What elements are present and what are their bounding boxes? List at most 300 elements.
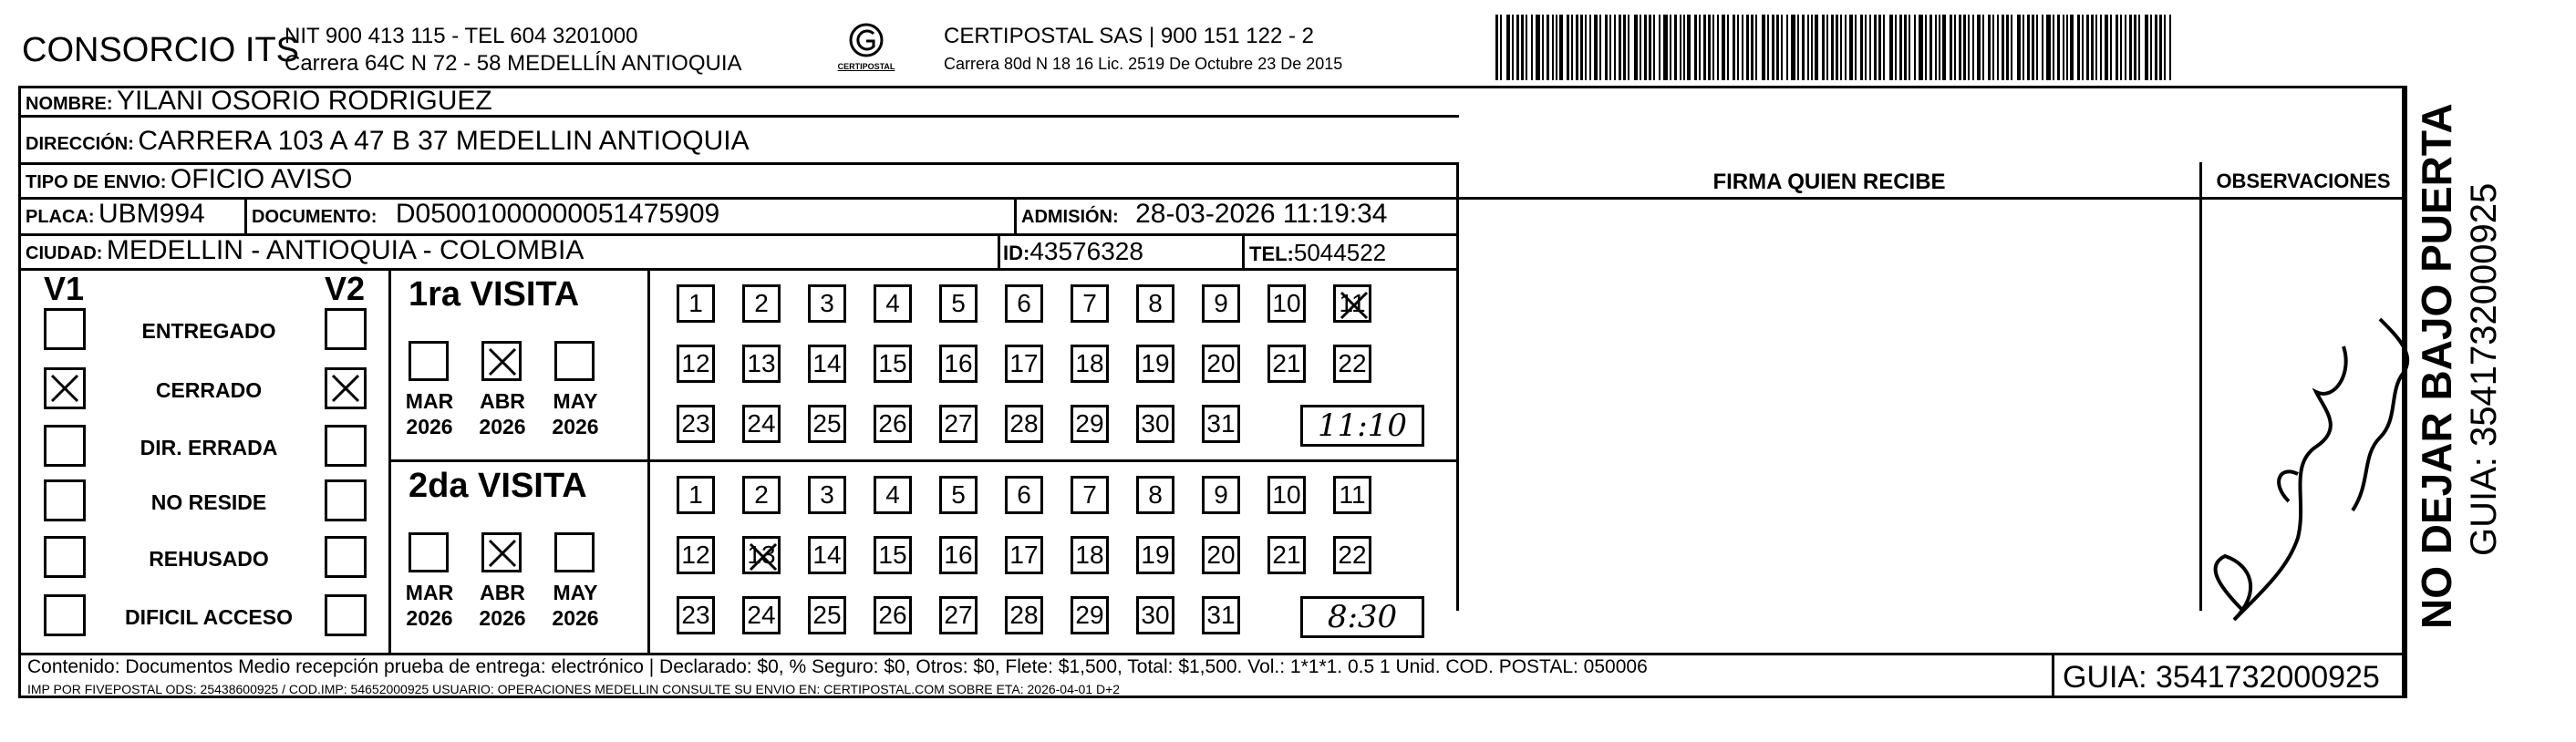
day-number: 28 (1009, 601, 1039, 629)
day-box[interactable] (1202, 476, 1240, 514)
day-box[interactable] (1005, 345, 1043, 383)
barcode-bar (2145, 15, 2148, 80)
barcode-bar (1580, 15, 1583, 80)
courier-license: Carrera 80d N 18 16 Lic. 2519 De Octubre 23 De 2015 (944, 55, 1343, 73)
day-box[interactable] (1267, 284, 1306, 323)
day-number: 19 (1141, 349, 1170, 377)
day-number: 5 (951, 480, 966, 509)
barcode-bar (1547, 15, 1549, 80)
day-box[interactable] (1267, 476, 1306, 514)
barcode-bar (2006, 15, 2009, 80)
company-name: CONSORCIO ITS (22, 31, 300, 69)
barcode-bar (1950, 15, 1952, 80)
day-box[interactable] (1333, 536, 1371, 574)
v1-checkbox[interactable] (44, 594, 86, 636)
day-box[interactable] (874, 405, 912, 443)
city-cell (26, 235, 584, 266)
month-year: 2026 (406, 606, 453, 630)
barcode-bar (1791, 15, 1795, 80)
barcode-bar (1653, 15, 1655, 80)
day-box[interactable] (1136, 345, 1174, 383)
document-label: DOCUMENTO: (252, 207, 378, 227)
barcode-bar (1526, 15, 1527, 80)
day-number: 7 (1082, 480, 1097, 509)
day-box[interactable] (939, 536, 978, 574)
day-number: 13 (747, 541, 776, 569)
month-label (471, 388, 534, 439)
barcode-bar (1722, 15, 1725, 80)
day-box[interactable] (874, 284, 912, 323)
day-number: 8 (1148, 289, 1163, 317)
barcode-bar (1797, 15, 1799, 80)
status-label: REHUSADO (149, 547, 269, 571)
day-box[interactable] (874, 536, 912, 574)
day-number: 29 (1075, 409, 1104, 438)
barcode-bar (1628, 15, 1629, 80)
id-label: ID: (1003, 242, 1030, 264)
v1-checkbox[interactable] (44, 536, 86, 578)
barcode-bar (1683, 15, 1685, 80)
side-guide-number: GUIA: 3541732000925 (2464, 182, 2504, 556)
barcode-bar (1772, 15, 1774, 80)
day-box[interactable] (677, 536, 715, 574)
day-box[interactable] (677, 476, 715, 514)
barcode-bar (1708, 15, 1711, 80)
day-box[interactable] (939, 596, 978, 634)
day-number: 11 (1339, 289, 1366, 317)
visit-1-title: 1ra VISITA (409, 275, 580, 314)
day-box[interactable] (1136, 596, 1174, 634)
day-number: 31 (1206, 409, 1236, 438)
barcode-bar (1840, 15, 1842, 80)
month-year: 2026 (552, 415, 599, 438)
day-box[interactable] (742, 476, 781, 514)
barcode-bar (2086, 15, 2089, 80)
barcode-bar (2017, 15, 2021, 80)
barcode-bar (2120, 15, 2122, 80)
barcode-bar (2125, 15, 2126, 80)
barcode-bar (2036, 15, 2038, 80)
day-box[interactable] (742, 405, 781, 443)
barcode-bar (1674, 15, 1677, 80)
day-number: 12 (681, 541, 710, 569)
day-number: 19 (1141, 541, 1170, 569)
day-box[interactable] (1071, 284, 1109, 323)
day-box[interactable] (1267, 345, 1306, 383)
barcode-bar (1500, 15, 1502, 80)
barcode-bar (1589, 15, 1591, 80)
document-cell (252, 199, 719, 230)
day-number: 8 (1148, 480, 1163, 509)
day-box[interactable] (808, 284, 846, 323)
v2-checkbox[interactable] (325, 536, 367, 578)
barcode-bar (1552, 15, 1554, 80)
footer-imp: IMP POR FIVEPOSTAL ODS: 25438600925 / COD.IMP: 54652000925 USUARIO: OPERACIONES MEDELLIN CONSULTE SU ENVIO EN: CERTIPOSTAL.COM SOBRE ETA: 2026-04-01 D+2 (27, 682, 1121, 696)
barcode-bar (2100, 15, 2102, 80)
barcode-bar (2011, 15, 2012, 80)
barcode-bar (2027, 15, 2030, 80)
visit-time-box[interactable] (1300, 405, 1424, 447)
admission-cell (1021, 199, 1387, 230)
day-box[interactable] (1005, 405, 1043, 443)
barcode-bar (1988, 15, 1991, 80)
day-number: 24 (747, 601, 776, 629)
day-number: 26 (878, 409, 907, 438)
status-label: ENTREGADO (141, 319, 276, 343)
day-number: 17 (1009, 541, 1039, 569)
day-number: 15 (878, 349, 907, 377)
barcode-bar (1556, 15, 1557, 80)
month-year: 2026 (552, 606, 599, 630)
day-box[interactable] (1071, 596, 1109, 634)
observations-title: OBSERVACIONES (2216, 170, 2391, 192)
barcode-bar (1860, 15, 1863, 80)
month-checkbox[interactable] (481, 341, 522, 381)
barcode-bar (1899, 15, 1902, 80)
barcode-bar (2116, 15, 2118, 80)
month-name: MAY (553, 389, 598, 413)
day-box[interactable] (1071, 345, 1109, 383)
day-box[interactable] (808, 596, 846, 634)
status-label: NO RESIDE (150, 490, 267, 514)
day-box[interactable] (939, 405, 978, 443)
barcode-bar (2023, 15, 2024, 80)
barcode-bar (1878, 15, 1881, 80)
day-number: 25 (812, 601, 842, 629)
day-number: 23 (681, 409, 710, 438)
day-number: 16 (944, 349, 973, 377)
day-number: 1 (688, 480, 703, 509)
barcode-bar (1571, 15, 1573, 80)
day-box[interactable] (939, 284, 978, 323)
day-box[interactable] (874, 345, 912, 383)
barcode-bar (1815, 15, 1818, 80)
day-box[interactable] (1136, 476, 1174, 514)
barcode-bar (1939, 15, 1940, 80)
barcode-bar (1895, 15, 1897, 80)
barcode-bar (1670, 15, 1671, 80)
barcode-bar (1865, 15, 1867, 80)
day-box[interactable] (677, 345, 715, 383)
month-name: MAR (405, 581, 454, 604)
barcode-bar (1694, 15, 1697, 80)
day-box[interactable] (1005, 476, 1043, 514)
barcode-bar (1594, 15, 1598, 80)
barcode-bar (2155, 15, 2157, 80)
month-label (398, 388, 461, 439)
month-label (543, 388, 607, 439)
barcode-bar (1536, 15, 1540, 80)
day-box[interactable] (1202, 345, 1240, 383)
barcode-bar (1959, 15, 1961, 80)
day-number: 7 (1082, 289, 1097, 317)
day-number: 27 (944, 601, 973, 629)
barcode-bar (1919, 15, 1923, 80)
day-number: 22 (1338, 349, 1367, 377)
barcode-bar (1822, 15, 1825, 80)
barcode-bar (1889, 15, 1893, 80)
barcode-bar (1609, 15, 1611, 80)
barcode-bar (1874, 15, 1877, 80)
plate-cell (26, 199, 205, 230)
company-address: Carrera 64C N 72 - 58 MEDELLÍN ANTIOQUIA (284, 51, 742, 76)
barcode-bar (1640, 15, 1641, 80)
admission-value: 28-03-2026 11:19:34 (1135, 199, 1388, 229)
day-number: 3 (820, 289, 834, 317)
day-number: 1 (688, 289, 703, 317)
barcode-bar (2134, 15, 2136, 80)
day-box[interactable] (677, 596, 715, 634)
barcode-bar (1516, 15, 1519, 80)
month-checkbox[interactable] (409, 341, 449, 381)
barcode-bar (1776, 15, 1779, 80)
day-box[interactable] (1071, 536, 1109, 574)
v1-checkbox[interactable] (44, 479, 86, 521)
month-checkbox[interactable] (554, 532, 595, 572)
barcode-bar (1982, 15, 1984, 80)
day-number: 6 (1017, 289, 1031, 317)
barcode-bar (2082, 15, 2084, 80)
day-number: 11 (1339, 480, 1366, 509)
day-box[interactable] (1267, 536, 1306, 574)
month-year: 2026 (406, 415, 453, 438)
month-name: ABR (480, 581, 525, 604)
day-number: 25 (812, 409, 842, 438)
day-number: 9 (1214, 289, 1228, 317)
barcode-bar (1614, 15, 1616, 80)
barcode-bar (1904, 15, 1907, 80)
day-number: 30 (1141, 601, 1170, 629)
barcode-bar (2053, 15, 2054, 80)
barcode-bar (1737, 15, 1739, 80)
day-box[interactable] (1005, 596, 1043, 634)
barcode-bar (1634, 15, 1638, 80)
barcode-bar (2105, 15, 2108, 80)
courier-name: CERTIPOSTAL SAS | 900 151 122 - 2 (944, 24, 1314, 48)
day-number: 31 (1206, 601, 1236, 629)
day-number: 26 (878, 601, 907, 629)
day-number: 2 (754, 289, 769, 317)
day-box[interactable] (1005, 536, 1043, 574)
barcode-bar (1717, 15, 1719, 80)
barcode-bar (2077, 15, 2080, 80)
barcode-bar (1781, 15, 1783, 80)
barcode-bar (1883, 15, 1885, 80)
v2-checkbox[interactable] (325, 594, 367, 636)
tel-label: TEL: (1249, 242, 1294, 265)
day-box[interactable] (1202, 596, 1240, 634)
day-number: 22 (1338, 541, 1367, 569)
day-box[interactable] (1071, 405, 1109, 443)
barcode-bar (1495, 15, 1498, 80)
barcode-bar (1826, 15, 1828, 80)
month-checkbox[interactable] (554, 341, 595, 381)
barcode-bar (2066, 15, 2068, 80)
day-box[interactable] (1202, 536, 1240, 574)
barcode-bar (1659, 15, 1660, 80)
certipostal-logo-icon (830, 18, 903, 82)
company-nit: NIT 900 413 115 - TEL 604 3201000 (284, 24, 638, 48)
month-name: MAR (405, 389, 454, 413)
month-year: 2026 (479, 415, 526, 438)
barcode-bar (1605, 15, 1608, 80)
day-box[interactable] (1202, 284, 1240, 323)
day-box[interactable] (1202, 405, 1240, 443)
day-number: 9 (1214, 480, 1228, 509)
barcode-bar (1963, 15, 1966, 80)
type-row (26, 164, 352, 195)
day-number: 29 (1075, 601, 1104, 629)
day-number: 28 (1009, 409, 1039, 438)
barcode-bar (1849, 15, 1853, 80)
document-value: D05001000000051475909 (395, 199, 720, 229)
barcode-bar (1755, 15, 1757, 80)
barcode-bar (2164, 15, 2166, 80)
barcode-bar (1836, 15, 1838, 80)
day-box[interactable] (1136, 284, 1174, 323)
day-number: 16 (944, 541, 973, 569)
barcode-bar (1935, 15, 1937, 80)
name-row (26, 86, 492, 117)
barcode-bar (1644, 15, 1647, 80)
barcode-bar (1542, 15, 1544, 80)
day-box[interactable] (742, 284, 781, 323)
barcode-bar (1968, 15, 1970, 80)
day-number: 5 (951, 289, 966, 317)
day-number: 21 (1272, 541, 1301, 569)
day-box[interactable] (939, 345, 978, 383)
barcode-bar (1506, 15, 1510, 80)
id-cell (1003, 237, 1143, 266)
address-label: DIRECCIÓN: (26, 134, 134, 154)
day-box[interactable] (742, 536, 781, 574)
day-box[interactable] (677, 284, 715, 323)
v2-checkbox[interactable] (325, 425, 367, 467)
day-number: 10 (1272, 480, 1301, 509)
barcode-bar (1746, 15, 1749, 80)
barcode-bar (2002, 15, 2004, 80)
v2-checkbox[interactable] (325, 308, 367, 350)
barcode-bar (2110, 15, 2112, 80)
barcode-bar (1942, 15, 1946, 80)
day-box[interactable] (1333, 476, 1371, 514)
v2-checkbox[interactable] (325, 367, 367, 409)
day-number: 3 (820, 480, 834, 509)
barcode-bar (2046, 15, 2051, 80)
barcode-bar (1703, 15, 1706, 80)
month-checkbox[interactable] (481, 532, 522, 572)
barcode-bar (2159, 15, 2162, 80)
barcode-bar (1972, 15, 1974, 80)
id-value: 43576328 (1029, 237, 1143, 265)
barcode-bar (2091, 15, 2094, 80)
day-box[interactable] (1136, 536, 1174, 574)
barcode-bar (2129, 15, 2132, 80)
month-year: 2026 (479, 606, 526, 630)
day-box[interactable] (874, 476, 912, 514)
barcode-bar (1802, 15, 1805, 80)
day-box[interactable] (808, 405, 846, 443)
barcode-bar (2150, 15, 2152, 80)
day-number: 12 (681, 349, 710, 377)
visit-2-title: 2da VISITA (409, 467, 587, 505)
plate-value: UBM994 (98, 199, 205, 229)
name-label: NOMBRE: (26, 94, 113, 114)
footer-content: Contenido: Documentos Medio recepción prueba de entrega: electrónico | Declarado: $0, % Seguro: $0, Otros: $0, Flete: $1,500, Total: $1,500. Vol.: 1*1*1. 0.5 1 Unid. COD. POSTAL: 050006 (27, 656, 1648, 677)
barcode-bar (2169, 15, 2171, 80)
day-box[interactable] (1333, 284, 1371, 323)
day-number: 27 (944, 409, 973, 438)
barcode-bar (1680, 15, 1681, 80)
day-box[interactable] (1071, 476, 1109, 514)
day-box[interactable] (1333, 345, 1371, 383)
visit-time: 8:30 (1327, 599, 1398, 635)
v1-checkbox[interactable] (44, 308, 86, 350)
month-label (471, 580, 534, 631)
recipient-address: CARRERA 103 A 47 B 37 MEDELLIN ANTIOQUIA (138, 126, 750, 156)
type-label: TIPO DE ENVIO: (26, 172, 167, 192)
barcode-bar (2138, 15, 2140, 80)
v1-checkbox[interactable] (44, 425, 86, 467)
day-number: 18 (1075, 349, 1104, 377)
day-box[interactable] (808, 476, 846, 514)
day-box[interactable] (939, 476, 978, 514)
day-number: 6 (1017, 480, 1031, 509)
day-box[interactable] (1005, 284, 1043, 323)
barcode-bar (1811, 15, 1813, 80)
day-box[interactable] (742, 345, 781, 383)
logo-caption: CERTIPOSTAL (837, 62, 895, 71)
tel-cell (1249, 239, 1386, 267)
month-label (398, 580, 461, 631)
barcode-bar (1807, 15, 1809, 80)
day-box[interactable] (742, 596, 781, 634)
v2-checkbox[interactable] (325, 479, 367, 521)
day-number: 15 (878, 541, 907, 569)
day-box[interactable] (874, 596, 912, 634)
day-box[interactable] (808, 536, 846, 574)
barcode-bar (1727, 15, 1729, 80)
day-box[interactable] (808, 345, 846, 383)
visit-time-box[interactable] (1300, 596, 1424, 638)
barcode-bar (1925, 15, 1927, 80)
day-number: 23 (681, 601, 710, 629)
city-value: MEDELLIN - ANTIOQUIA - COLOMBIA (106, 235, 585, 265)
barcode-bar (1767, 15, 1769, 80)
barcode-bar (1762, 15, 1765, 80)
day-number: 20 (1206, 349, 1236, 377)
barcode-bar (1623, 15, 1626, 80)
footer-guide: GUIA: 3541732000925 (2063, 660, 2380, 695)
month-checkbox[interactable] (409, 532, 449, 572)
day-number: 21 (1272, 349, 1301, 377)
barcode-bar (2095, 15, 2097, 80)
month-name: ABR (480, 389, 525, 413)
recipient-name: YILANI OSORIO RODRIGUEZ (117, 86, 492, 116)
barcode-bar (2070, 15, 2074, 80)
day-number: 30 (1141, 409, 1170, 438)
barcode-bar (1954, 15, 1956, 80)
barcode-bar (1512, 15, 1514, 80)
day-box[interactable] (677, 405, 715, 443)
barcode-bar (1712, 15, 1714, 80)
barcode-bar (2042, 15, 2043, 80)
v1-checkbox[interactable] (44, 367, 86, 409)
plate-label: PLACA: (26, 207, 95, 227)
barcode-bar (1599, 15, 1601, 80)
day-box[interactable] (1136, 405, 1174, 443)
barcode-bar (1831, 15, 1834, 80)
